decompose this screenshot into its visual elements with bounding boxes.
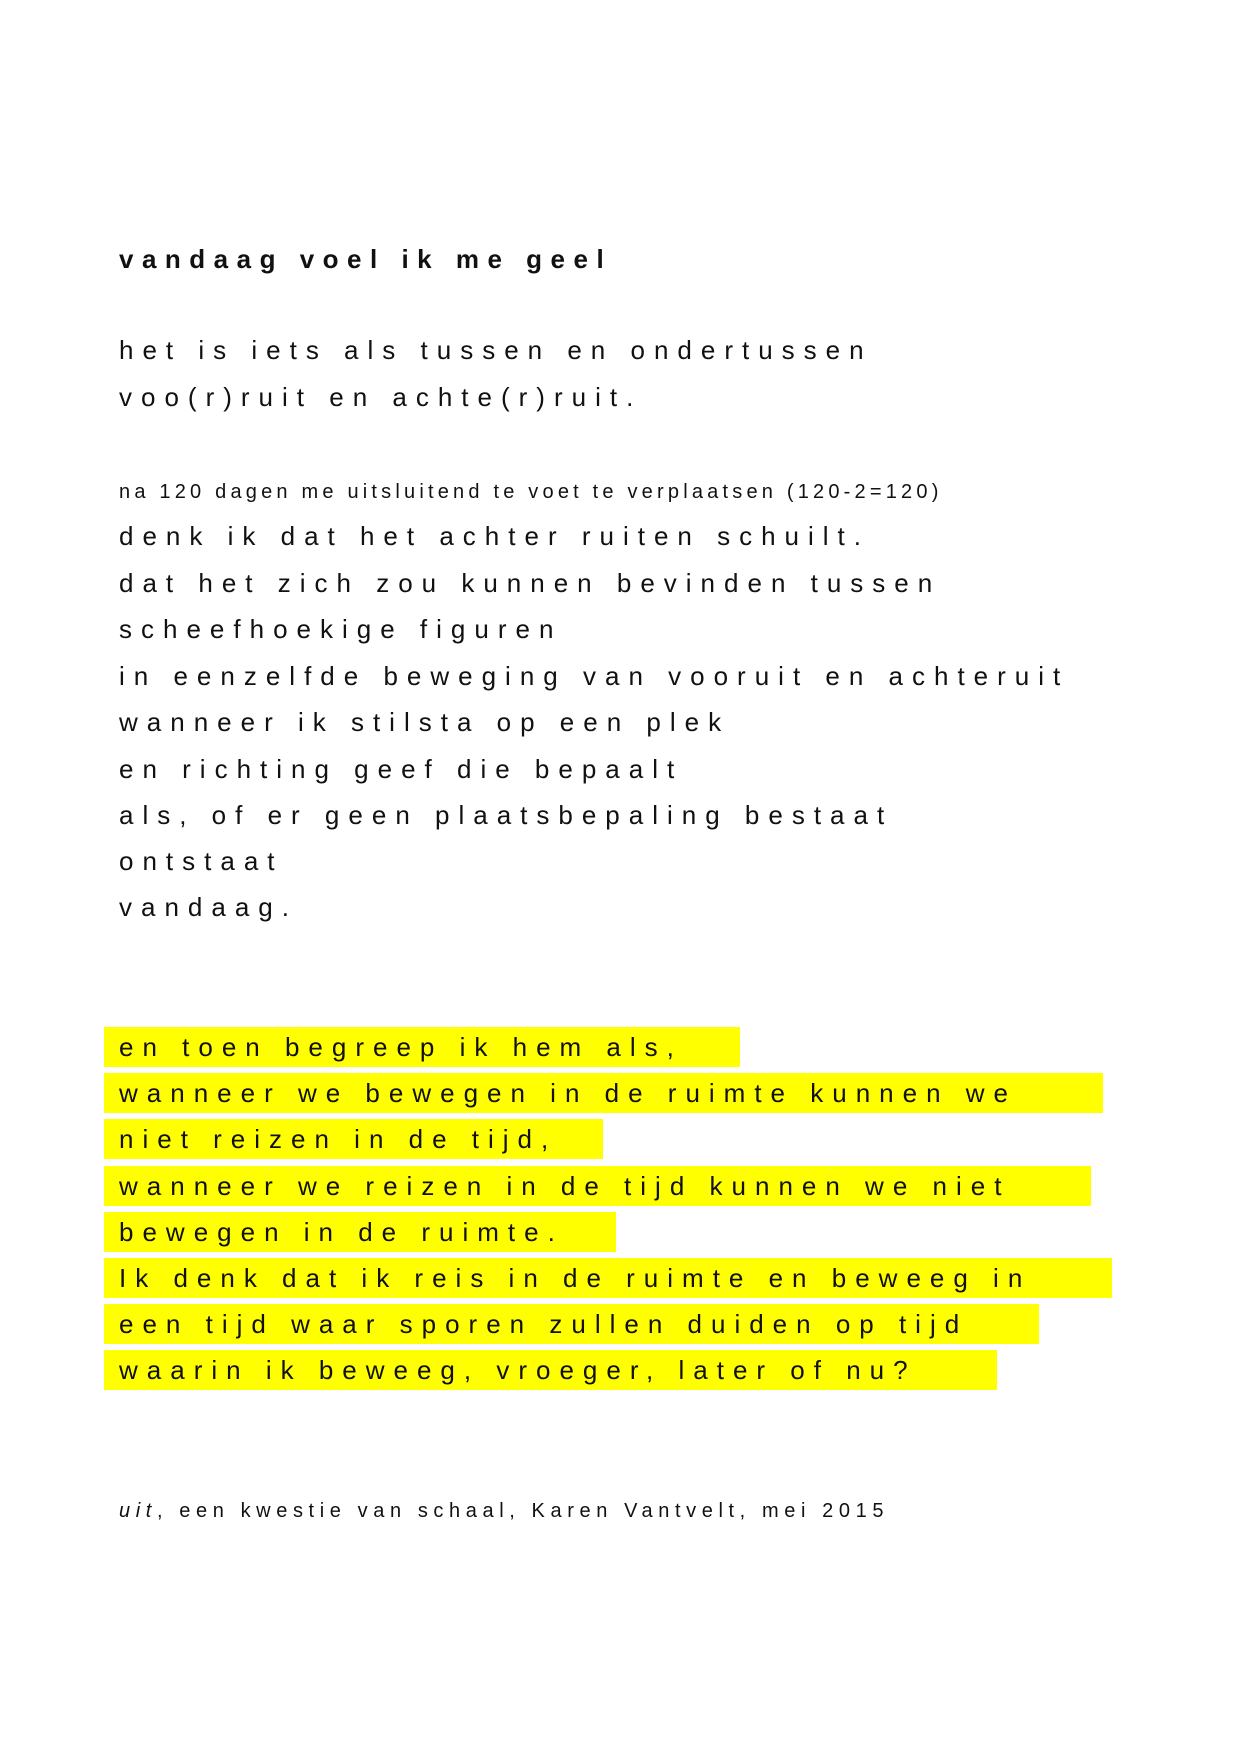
- source-italic: uit: [119, 1500, 157, 1522]
- poem-line: als, of er geen plaatsbepaling bestaat: [119, 800, 894, 830]
- highlighted-line: [104, 1027, 740, 1067]
- highlighted-line: [104, 1258, 1112, 1298]
- highlighted-line: [104, 1212, 616, 1252]
- highlighted-text: een tijd waar sporen zullen duiden op tijd: [119, 1309, 969, 1339]
- highlighted-text: waarin ik beweeg, vroeger, later of nu?: [119, 1355, 917, 1385]
- highlighted-line: [104, 1304, 1039, 1344]
- highlighted-line: [104, 1166, 1091, 1206]
- poem-small-line: na 120 dagen me uitsluitend te voet te verplaatsen (120-2=120): [119, 481, 943, 503]
- poem-title: vandaag voel ik me geel: [119, 244, 613, 274]
- poem-line: ontstaat: [119, 846, 284, 876]
- poem-line: voo(r)ruit en achte(r)ruit.: [119, 382, 643, 412]
- poem-line: in eenzelfde beweging van vooruit en achteruit: [119, 661, 1070, 691]
- poem-line: dat het zich zou kunnen bevinden tussen: [119, 568, 942, 598]
- highlighted-text: niet reizen in de tijd,: [119, 1124, 558, 1154]
- poem-line: denk ik dat het achter ruiten schuilt.: [119, 521, 871, 551]
- highlighted-text: en toen begreep ik hem als,: [119, 1032, 683, 1062]
- highlighted-line: [104, 1073, 1103, 1113]
- poem-line: het is iets als tussen en ondertussen: [119, 335, 873, 365]
- highlighted-text: bewegen in de ruimte.: [119, 1217, 564, 1247]
- source-text: , een kwestie van schaal, Karen Vantvelt, mei 2015: [156, 1500, 890, 1522]
- poem-line: scheefhoekige figuren: [119, 614, 563, 644]
- highlighted-line: [104, 1350, 997, 1390]
- highlighted-text: wanneer we bewegen in de ruimte kunnen we: [119, 1078, 1018, 1108]
- highlighted-text: wanneer we reizen in de tijd kunnen we niet: [119, 1171, 1011, 1201]
- highlighted-line: [104, 1119, 603, 1159]
- highlighted-text: Ik denk dat ik reis in de ruimte en beweeg in: [119, 1263, 1032, 1293]
- poem-line: vandaag.: [119, 892, 298, 922]
- poem-line: en richting geef die bepaalt: [119, 754, 684, 784]
- poem-line: wanneer ik stilsta op een plek: [119, 707, 731, 737]
- source-attribution: [119, 1491, 889, 1531]
